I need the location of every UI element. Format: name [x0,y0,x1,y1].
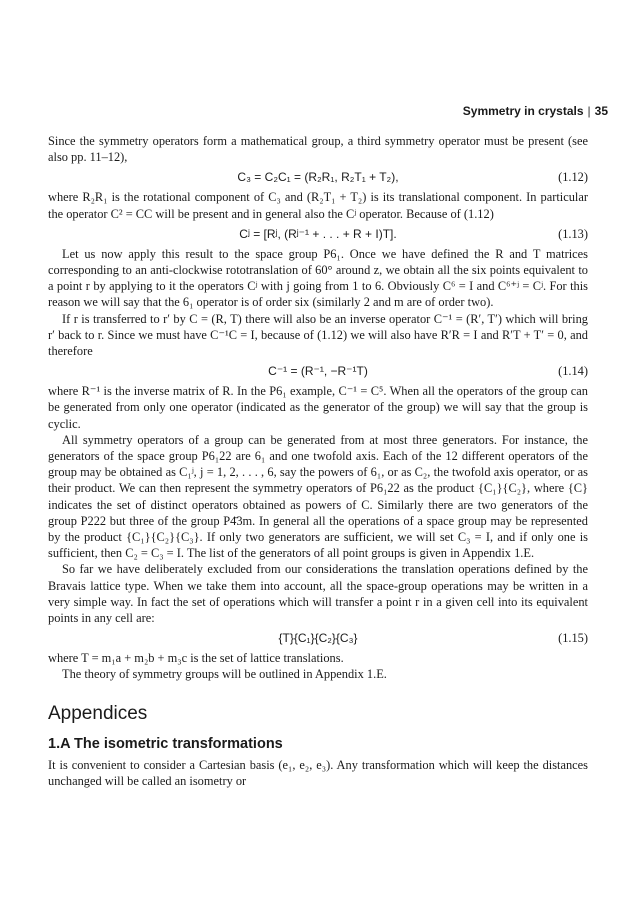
paragraph: where R⁻¹ is the inverse matrix of R. In the P6₁ example, C⁻¹ = C⁵. When all the operators of the group can be generated from only one operator (indicated as the generator of the group) we will say that the group is cyclic. [48,384,588,431]
running-head [462,104,608,118]
equation-1-15 [48,627,588,649]
equation-1-13 [48,223,588,245]
equation-1-14 [48,360,588,382]
paragraph: Let us now apply this result to the space group P6₁. Once we have defined the R and T matrices corresponding to an anti-clockwise rototranslation of 60° around z, we obtain all the six points equivalent to a point r by applying to it the operators Cʲ with j going from 1 to 6. Obviously C⁶ = I and C⁶⁺ʲ = Cʲ. For this reason we will say that the 6₁ operator is of order six (similarly 2 and m are of order two). [48,246,588,310]
equation-expression: Cʲ = [Rʲ, (Rʲ⁻¹ + . . . + R + I)T]. [239,226,397,241]
paragraph: The theory of symmetry groups will be outlined in Appendix 1.E. [62,667,387,682]
paragraph: Since the symmetry operators form a mathematical group, a third symmetry operator must be present (see also pp. 11–12), [48,134,588,165]
paragraph: It is convenient to consider a Cartesian basis (e₁, e₂, e₃). Any transformation which will keep the distances unchanged will be called an isometry or [48,757,588,788]
paragraph: where T = m₁a + m₂b + m₃c is the set of lattice translations. [48,651,344,666]
equation-number: (1.14) [558,364,588,379]
equation-number: (1.15) [558,631,588,646]
page-number: 35 [594,104,608,118]
equation-number: (1.13) [558,226,588,241]
section-heading: 1.A The isometric transformations [48,735,283,752]
paragraph: If r is transferred to r′ by C = (R, T) there will also be an inverse operator C⁻¹ = (R′, T′) which will bring r′ back to r. Since we must have C⁻¹C = I, because of (1.12) we will also have R′R = I and R′T + T′ = 0, and therefore [48,311,588,359]
paragraph: So far we have deliberately excluded from our considerations the translation operations defined by the Bravais lattice type. When we take them into account, all the space-group operations may be written in a very simple way. In fact the set of operations which will transfer a point r in a given cell into its equivalent points in any cell are: [48,562,588,626]
running-head-title: Symmetry in crystals [462,104,584,118]
equation-expression: {T}{C₁}{C₂}{C₃} [278,631,358,646]
appendices-heading: Appendices [48,702,148,724]
running-head-separator: | [587,104,591,118]
equation-expression: C⁻¹ = (R⁻¹, −R⁻¹T) [268,364,368,379]
equation-expression: C₃ = C₂C₁ = (R₂R₁, R₂T₁ + T₂), [237,170,399,185]
paragraph: where R₂R₁ is the rotational component of C₃ and (R₂T₁ + T₂) is its translational component. In particular the operator C² = CC will be present and in general also the Cʲ operator. Because of (1.12) [48,190,588,221]
equation-number: (1.12) [558,170,588,185]
equation-1-12 [48,166,588,188]
page-body [48,133,588,789]
paragraph: All symmetry operators of a group can be generated from at most three generators. For instance, the generators of the space group P6₁22 are 6₁ and one twofold axis. Each of the 12 different operators of the group may be obtained as C₁ʲ, j = 1, 2, . . . , 6, say the powers of 6₁, or as C₂, the twofold axis operator, or as their product. We can then represent the symmetry operators of P6₁22 as the product {C₁}{C₂}, where {C} indicates the set of distinct operators obtained as powers of C. Similarly there are two generators of the group P222 but three of the group P4̄3m. In general all the operations of a space group may be represented by the product {C₁}{C₂}{C₃}. If only two generators are sufficient, we will set C₃ = I, and if only one is sufficient, then C₂ = C₃ = I. The list of the generators of all point groups is given in Appendix 1.E. [48,432,588,561]
